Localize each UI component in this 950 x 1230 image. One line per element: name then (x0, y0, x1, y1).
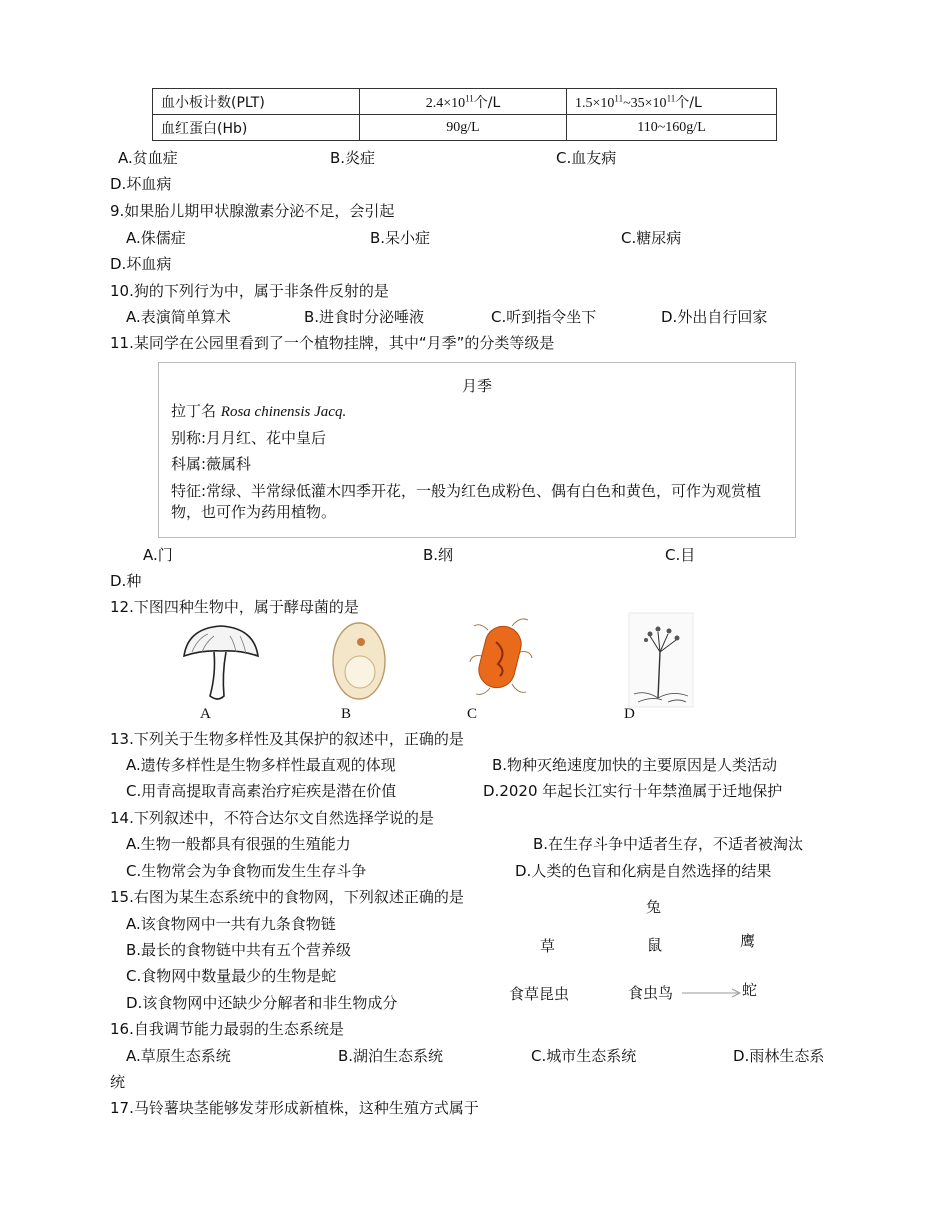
blood-test-table (152, 88, 777, 141)
q16-option-a: A.草原生态系统 (126, 1047, 231, 1065)
mold-figure (628, 612, 694, 708)
q10-stem: 10.狗的下列行为中，属于非条件反射的是 (110, 282, 389, 300)
card-feature: 特征:常绿、半常绿低灌木四季开花，一般为红色成粉色、偶有白色和黄色，可作为观赏植物，也可作为药用植物。 (171, 482, 762, 521)
q9-option-a: A.侏儒症 (126, 229, 186, 247)
q8-option-d: D.坏血病 (110, 175, 172, 193)
plant-label-card (158, 362, 796, 538)
table-cell-ref: $1.5\times 10^{11}\sim 35\times 10^{11}$个/L (567, 89, 777, 115)
q8-option-b: B.炎症 (330, 149, 376, 167)
q13-option-c: C.用青高提取青高素治疗疟疾是潜在价值 (126, 782, 397, 800)
q15-option-d: D.该食物网中还缺少分解者和非生物成分 (126, 994, 398, 1012)
q14-option-b: B.在生存斗争中适者生存，不适者被淘汰 (533, 835, 804, 853)
table-cell-name: 血红蛋白(Hb) (153, 115, 360, 141)
q14-stem: 14.下列叙述中，不符合达尔文自然选择学说的是 (110, 809, 434, 827)
q16-option-d: D.雨林生态系 (733, 1047, 825, 1065)
foodweb-arrow (680, 985, 744, 1001)
q10-option-c: C.听到指令坐下 (491, 308, 597, 326)
q8-option-a: A.贫血症 (118, 149, 178, 167)
q16-option-c: C.城市生态系统 (531, 1047, 637, 1065)
q15-option-b: B.最长的食物链中共有五个营养级 (126, 941, 352, 959)
table-row (153, 115, 777, 141)
mushroom-figure (178, 622, 264, 704)
q11-option-b: B.纲 (423, 546, 454, 564)
q14-option-a: A.生物一般都具有很强的生殖能力 (126, 835, 351, 853)
q17-stem: 17.马铃薯块茎能够发芽形成新植株，这种生殖方式属于 (110, 1099, 479, 1117)
card-latin-line: 拉丁名 Rosa chinensis Jacq. (171, 402, 347, 420)
q16-option-d-continued: 统 (110, 1073, 126, 1091)
yeast-cell-figure (330, 620, 388, 702)
foodweb-bird: 食虫鸟 (628, 984, 674, 1002)
bacterium-figure (468, 612, 534, 700)
q14-option-d: D.人类的色盲和化病是自然选择的结果 (515, 862, 772, 880)
table-cell-name: 血小板计数(PLT) (153, 89, 360, 115)
q9-option-c: C.糖尿病 (621, 229, 682, 247)
figure-label-c: C (467, 706, 478, 722)
foodweb-snake: 蛇 (742, 981, 758, 999)
foodweb-mouse: 鼠 (647, 936, 663, 954)
card-title: 月季 (461, 377, 492, 395)
q10-option-d: D.外出自行回家 (661, 308, 768, 326)
foodweb-eagle: 鹰 (740, 932, 756, 950)
q15-option-c: C.食物网中数量最少的生物是蛇 (126, 967, 337, 985)
card-family: 科属:薇属科 (171, 455, 252, 473)
table-row (153, 89, 777, 115)
q8-option-c: C.血友病 (556, 149, 617, 167)
figure-label-a: A (200, 706, 211, 722)
q16-stem: 16.自我调节能力最弱的生态系统是 (110, 1020, 344, 1038)
table-cell-value: 90g/L (360, 115, 567, 141)
q13-option-a: A.遗传多样性是生物多样性最直观的体现 (126, 756, 396, 774)
q13-stem: 13.下列关于生物多样性及其保护的叙述中，正确的是 (110, 730, 464, 748)
table-cell-value: $2.4\times 10^{11}$个/L (360, 89, 567, 115)
q14-option-c: C.生物常会为争食物而发生生存斗争 (126, 862, 367, 880)
q11-option-a: A.门 (143, 546, 173, 564)
figure-label-b: B (341, 706, 352, 722)
q16-option-b: B.湖泊生态系统 (338, 1047, 444, 1065)
table-cell-ref: 110~160g/L (567, 115, 777, 141)
foodweb-grass: 草 (540, 937, 556, 955)
q12-stem: 12.下图四种生物中，属于酵母菌的是 (110, 598, 359, 616)
q9-option-d: D.坏血病 (110, 255, 172, 273)
q10-option-a: A.表演简单算术 (126, 308, 231, 326)
foodweb-rabbit: 兔 (646, 898, 662, 916)
q10-option-b: B.进食时分泌唾液 (304, 308, 425, 326)
q11-stem: 11.某同学在公园里看到了一个植物挂牌，其中“月季”的分类等级是 (110, 334, 555, 352)
q13-option-b: B.物种灭绝速度加快的主要原因是人类活动 (492, 756, 778, 774)
q11-option-d: D.种 (110, 572, 142, 590)
q11-option-c: C.目 (665, 546, 696, 564)
q13-option-d: D.2020 年起长江实行十年禁渔属于迁地保护 (483, 782, 783, 800)
q15-stem: 15.右图为某生态系统中的食物网，下列叙述正确的是 (110, 888, 464, 906)
figure-label-d: D (624, 706, 635, 722)
q9-stem: 9.如果胎儿期甲状腺激素分泌不足，会引起 (110, 202, 395, 220)
q9-option-b: B.呆小症 (370, 229, 431, 247)
q15-option-a: A.该食物网中一共有九条食物链 (126, 915, 336, 933)
card-alias: 别称:月月红、花中皇后 (171, 429, 327, 447)
foodweb-insect: 食草昆虫 (509, 985, 570, 1003)
